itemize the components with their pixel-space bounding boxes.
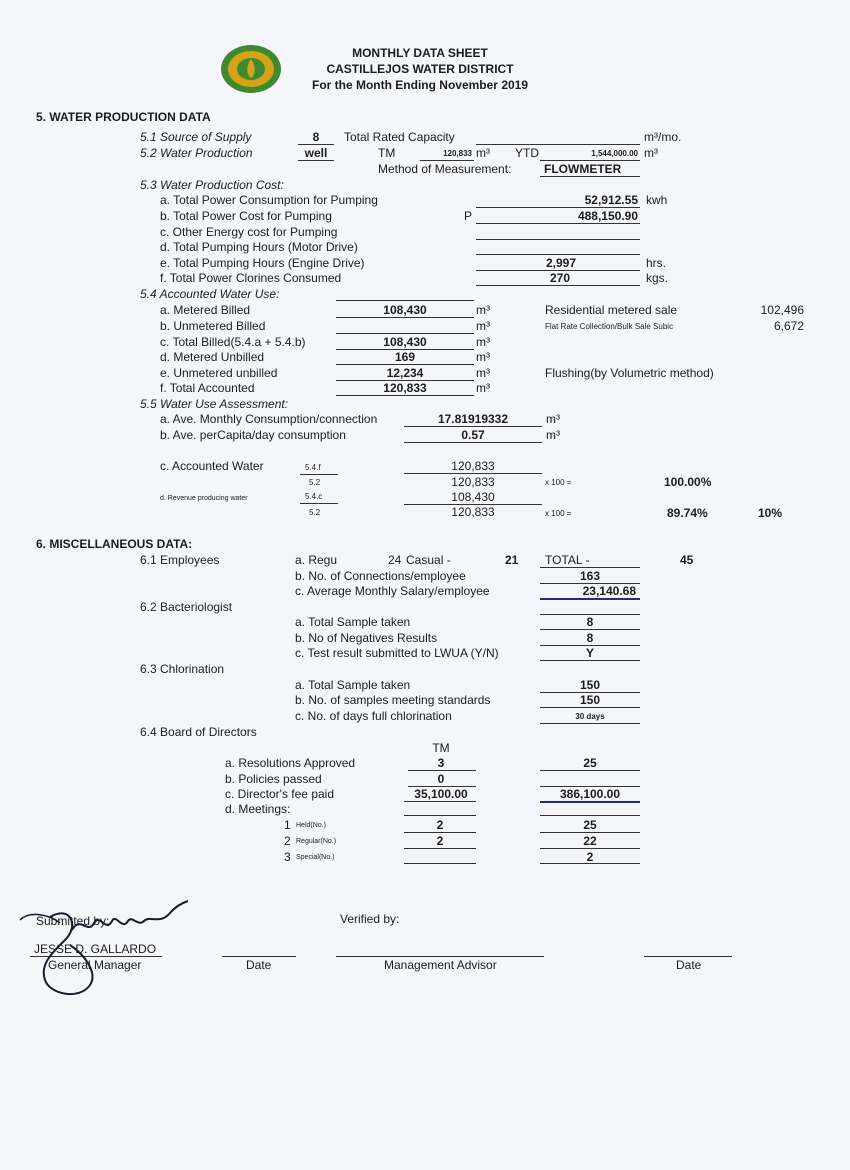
flat-rate-value: 6,672 — [773, 319, 804, 333]
engine-hours-label: e. Total Pumping Hours (Engine Drive) — [160, 256, 365, 270]
connections-per-employee-value: 163 — [579, 569, 601, 583]
meeting-regular-label: Regular(No.) — [296, 838, 337, 845]
chlorine-unit: kgs. — [646, 271, 669, 285]
power-cost-label: b. Total Power Cost for Pumping — [160, 209, 332, 223]
bact-sample-label: a. Total Sample taken — [295, 615, 411, 629]
ytd-unit: m³ — [644, 146, 658, 160]
ave-monthly-unit: m³ — [546, 412, 560, 426]
unit-d: m³ — [476, 350, 490, 364]
district-name: CASTILLEJOS WATER DISTRICT — [326, 62, 514, 76]
meeting-held-tm: 2 — [436, 818, 444, 832]
unit-b: m³ — [476, 319, 490, 333]
advisor-label: Management Advisor — [384, 958, 497, 972]
chlor-standards-label: b. No. of samples meeting standards — [295, 693, 491, 707]
accounted-use-heading: 5.4 Accounted Water Use: — [140, 287, 280, 301]
unmetered-billed-label: b. Unmetered Billed — [160, 319, 266, 333]
times-100-d: x 100 = — [545, 509, 572, 518]
flushing-label: Flushing(by Volumetric method) — [545, 366, 714, 380]
unmetered-unbilled-value: 12,234 — [386, 366, 424, 380]
times-100-c: x 100 = — [545, 478, 572, 487]
chlorine-label: f. Total Power Clorines Consumed — [160, 271, 342, 285]
accounted-num-value: 120,833 — [451, 459, 495, 473]
signatory-position: General Manager — [48, 958, 142, 972]
tm-value: 120,833 — [443, 149, 472, 158]
revenue-result: 89.74% — [667, 506, 708, 520]
revenue-den-value: 120,833 — [451, 505, 495, 519]
meeting-held-label: Held(No.) — [296, 822, 326, 829]
water-district-logo — [220, 44, 282, 94]
rated-capacity-label: Total Rated Capacity — [344, 130, 455, 144]
meeting-3-no: 3 — [284, 850, 291, 864]
directors-fee-tm: 35,100.00 — [414, 787, 468, 801]
meeting-special-label: Special(No.) — [296, 854, 335, 861]
source-count: 8 — [312, 130, 320, 144]
meetings-label: d. Meetings: — [225, 802, 291, 816]
residential-label: Residential metered sale — [545, 303, 678, 317]
avg-salary-value: 23,140.68 — [582, 584, 636, 598]
lwua-submitted-label: c. Test result submitted to LWUA (Y/N) — [295, 646, 499, 660]
date-label-1: Date — [246, 958, 272, 972]
unit-a: m³ — [476, 303, 490, 317]
bact-negative-label: b. No of Negatives Results — [295, 631, 438, 645]
report-period: For the Month Ending November 2019 — [311, 78, 529, 92]
accounted-den-ref: 5.2 — [309, 478, 321, 487]
power-consumption-value: 52,912.55 — [584, 193, 638, 207]
total-employees-value: 45 — [680, 553, 694, 567]
total-billed-label: c. Total Billed(5.4.a + 5.4.b) — [160, 335, 306, 349]
engine-hours-unit: hrs. — [646, 256, 667, 270]
total-accounted-label: f. Total Accounted — [160, 381, 255, 395]
motor-hours-label: d. Total Pumping Hours (Motor Drive) — [160, 240, 358, 254]
directors-fee-ytd: 386,100.00 — [559, 787, 621, 801]
unit-c: m³ — [476, 335, 490, 349]
flat-rate-label: Flat Rate Collection/Bulk Sale Subic — [545, 322, 674, 331]
metered-unbilled-label: d. Metered Unbilled — [160, 350, 265, 364]
ave-monthly-value: 17.81919332 — [437, 412, 509, 426]
accounted-result: 100.00% — [664, 475, 712, 489]
unit-e: m³ — [476, 366, 490, 380]
chlor-standards-value: 150 — [579, 693, 601, 707]
policies-tm: 0 — [437, 772, 445, 786]
bact-negative-value: 8 — [586, 631, 594, 645]
source-of-supply-label: 5.1 Source of Supply — [140, 130, 252, 144]
avg-salary-label: c. Average Monthly Salary/employee — [295, 584, 490, 598]
submitted-by-label: Submitted by: — [36, 914, 110, 928]
unmetered-unbilled-label: e. Unmetered unbilled — [160, 366, 278, 380]
full-chlorination-label: c. No. of days full chlorination — [295, 709, 452, 723]
meeting-regular-tm: 2 — [436, 834, 444, 848]
tm-unit: m³ — [476, 146, 490, 160]
method-label: Method of Measurement: — [378, 162, 512, 176]
total-employees-label: TOTAL - — [545, 553, 590, 567]
chlorine-value: 270 — [550, 271, 571, 285]
per-capita-value: 0.57 — [461, 428, 485, 442]
ave-monthly-label: a. Ave. Monthly Consumption/connection — [160, 412, 378, 426]
bact-sample-value: 8 — [586, 615, 594, 629]
casual-value: 21 — [505, 553, 519, 567]
chlorination-label: 6.3 Chlorination — [140, 662, 225, 676]
metered-billed-value: 108,430 — [383, 303, 427, 317]
board-label: 6.4 Board of Directors — [140, 725, 257, 739]
engine-hours-value: 2,997 — [546, 256, 577, 270]
resolutions-tm: 3 — [437, 756, 445, 770]
chlor-sample-value: 150 — [579, 678, 601, 692]
resolutions-ytd: 25 — [583, 756, 597, 770]
regular-value: 24 — [388, 553, 402, 567]
ytd-label: YTD — [515, 146, 539, 160]
meeting-regular-ytd: 22 — [583, 834, 597, 848]
residential-value: 102,496 — [760, 303, 804, 317]
metered-unbilled-value: 169 — [394, 350, 416, 364]
unit-f: m³ — [476, 381, 490, 395]
revenue-water-label: d. Revenue producing water — [160, 495, 248, 502]
revenue-num-ref: 5.4.c — [305, 492, 323, 501]
other-energy-label: c. Other Energy cost for Pumping — [160, 225, 338, 239]
per-capita-unit: m³ — [546, 428, 560, 442]
production-type: well — [304, 146, 328, 160]
rated-capacity-unit: m³/mo. — [644, 130, 682, 144]
water-production-label: 5.2 Water Production — [140, 146, 253, 160]
lwua-submitted-value: Y — [585, 646, 594, 660]
board-tm-header: TM — [432, 741, 450, 755]
power-consumption-label: a. Total Power Consumption for Pumping — [160, 193, 378, 207]
per-capita-label: b. Ave. perCapita/day consumption — [160, 428, 346, 442]
employees-label: 6.1 Employees — [140, 553, 220, 567]
accounted-num-ref: 5.4.f — [305, 463, 321, 472]
full-chlorination-value: 30 days — [575, 712, 605, 721]
non-revenue-percent: 10% — [758, 506, 783, 520]
section-5-heading: 5. WATER PRODUCTION DATA — [36, 110, 211, 124]
total-billed-value: 108,430 — [383, 335, 427, 349]
regular-label: a. Regu — [295, 553, 338, 567]
assessment-heading: 5.5 Water Use Assessment: — [140, 397, 289, 411]
accounted-den-value: 120,833 — [451, 475, 495, 489]
connections-per-employee-label: b. No. of Connections/employee — [295, 569, 466, 583]
power-cost-value: 488,150.90 — [577, 209, 638, 223]
policies-label: b. Policies passed — [225, 772, 322, 786]
sheet-title: MONTHLY DATA SHEET — [352, 46, 488, 60]
total-accounted-value: 120,833 — [383, 381, 427, 395]
resolutions-label: a. Resolutions Approved — [225, 756, 356, 770]
handwritten-signature — [10, 895, 200, 1010]
meeting-held-ytd: 25 — [583, 818, 597, 832]
verified-by-label: Verified by: — [340, 912, 400, 926]
peso-sign: P — [464, 209, 473, 223]
metered-billed-label: a. Metered Billed — [160, 303, 251, 317]
directors-fee-label: c. Director's fee paid — [225, 787, 335, 801]
tm-label: TM — [378, 146, 396, 160]
meeting-special-ytd: 2 — [586, 850, 594, 864]
method-value: FLOWMETER — [544, 162, 622, 176]
accounted-water-label: c. Accounted Water — [160, 459, 264, 473]
chlor-sample-label: a. Total Sample taken — [295, 678, 411, 692]
production-cost-heading: 5.3 Water Production Cost: — [140, 178, 284, 192]
revenue-den-ref: 5.2 — [309, 508, 321, 517]
bacteriologist-label: 6.2 Bacteriologist — [140, 600, 233, 614]
casual-label: Casual - — [406, 553, 451, 567]
section-6-heading: 6. MISCELLANEOUS DATA: — [36, 537, 193, 551]
signatory-name: JESSE D. GALLARDO — [34, 942, 157, 956]
date-label-2: Date — [676, 958, 702, 972]
meeting-2-no: 2 — [284, 834, 291, 848]
ytd-value: 1,544,000.00 — [591, 149, 638, 158]
power-consumption-unit: kwh — [646, 193, 668, 207]
revenue-num-value: 108,430 — [451, 490, 495, 504]
meeting-1-no: 1 — [284, 818, 291, 832]
